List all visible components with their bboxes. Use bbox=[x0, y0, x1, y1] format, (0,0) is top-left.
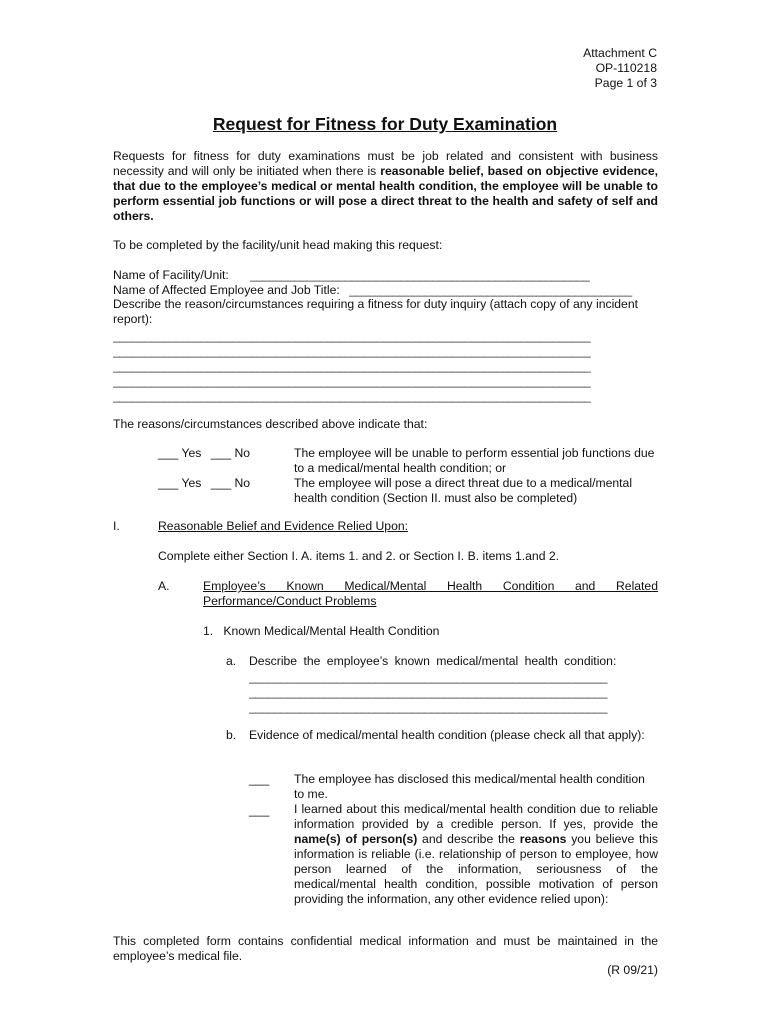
check1-text: The employee has disclosed this medical/mental health condition to me. bbox=[294, 772, 645, 801]
facility-label: Name of Facility/Unit: bbox=[113, 268, 229, 282]
describe-lines bbox=[113, 329, 658, 404]
document-header bbox=[583, 46, 657, 91]
check1-blank[interactable]: ___ bbox=[249, 772, 270, 786]
check2-blank[interactable]: ___ bbox=[249, 803, 270, 817]
option1-no-checkbox[interactable]: ___ No bbox=[210, 446, 251, 460]
intro-paragraph bbox=[113, 149, 658, 224]
page-indicator: Page 1 of 3 bbox=[594, 76, 657, 90]
item-b-letter: b. bbox=[226, 728, 237, 742]
indicate-heading: The reasons/circumstances described above indicate that: bbox=[113, 417, 428, 431]
facility-input-line[interactable]: ______________________________________________________ bbox=[250, 268, 590, 282]
condition-input-line[interactable]: _________________________________________________________ bbox=[249, 700, 607, 714]
section1-heading: Reasonable Belief and Evidence Relied Upon: bbox=[158, 519, 409, 533]
option1-text: The employee will be unable to perform essential job functions due to a medical/mental health condition; or bbox=[294, 446, 655, 475]
option2-yes-checkbox[interactable]: ___ Yes bbox=[158, 476, 202, 490]
option2-text: The employee will pose a direct threat due to a medical/mental health condition (Section II. must also be completed) bbox=[294, 476, 633, 505]
item-a-letter: a. bbox=[226, 654, 237, 668]
item1-heading: 1. Known Medical/Mental Health Condition bbox=[203, 624, 440, 638]
employee-label: Name of Affected Employee and Job Title: bbox=[113, 283, 340, 297]
describe-input-line[interactable]: ____________________________________________________________________________ bbox=[113, 344, 591, 358]
describe-input-line[interactable]: ____________________________________________________________________________ bbox=[113, 359, 591, 373]
condition-input-line[interactable]: _________________________________________________________ bbox=[249, 670, 607, 684]
option1-yes-checkbox[interactable]: ___ Yes bbox=[158, 446, 202, 460]
attachment-label: Attachment C bbox=[583, 46, 657, 60]
option2-checks bbox=[158, 476, 250, 491]
check2-text-part: I learned about this medical/mental health condition due to reliable information provided by a credible person. If yes, provide the bbox=[294, 802, 658, 831]
check2-text-part: you believe this information is reliable (i.e. relationship of person to employee, how person learned of the information, seriousness of the medical/mental health condition, possible motivation of person providing the information, any other evidence relied upon): bbox=[294, 832, 658, 906]
subsection-a-heading: Employee’s Known Medical/Mental Health Condition and Related Performance/Conduct Problems bbox=[203, 579, 658, 608]
check2-text bbox=[294, 802, 658, 907]
completed-by-note: To be completed by the facility/unit head making this request: bbox=[113, 238, 443, 252]
check2-bold-names: name(s) of person(s) bbox=[294, 832, 418, 846]
document-number: OP-110218 bbox=[595, 61, 657, 75]
option2-no-checkbox[interactable]: ___ No bbox=[210, 476, 251, 490]
revision-code: (R 09/21) bbox=[607, 963, 658, 977]
intro-text: Requests for fitness for duty examinations must be job related and consistent with business necessity and will only be initiated when there is bbox=[113, 149, 658, 178]
section1-numeral: I. bbox=[113, 519, 120, 533]
check2-bold-reasons: reasons bbox=[519, 832, 567, 846]
confidential-notice: This completed form contains confidential medical information and must be maintained in the employee’s medical file. bbox=[113, 934, 658, 963]
condition-input-line[interactable]: _________________________________________________________ bbox=[249, 685, 607, 699]
employee-field bbox=[113, 283, 673, 298]
subsection-a-letter: A. bbox=[158, 579, 170, 593]
describe-input-line[interactable]: ____________________________________________________________________________ bbox=[113, 389, 591, 403]
describe-input-line[interactable]: ____________________________________________________________________________ bbox=[113, 374, 591, 388]
describe-input-line[interactable]: ____________________________________________________________________________ bbox=[113, 329, 591, 343]
option1-checks bbox=[158, 446, 250, 461]
describe-label: Describe the reason/circumstances requiring a fitness for duty inquiry (attach copy of any incident report): bbox=[113, 297, 638, 326]
item-a-text: Describe the employee’s known medical/mental health condition: bbox=[249, 654, 617, 668]
page-title: Request for Fitness for Duty Examination bbox=[212, 114, 558, 134]
facility-field bbox=[113, 268, 673, 283]
section1-instruction: Complete either Section I. A. items 1. and 2. or Section I. B. items 1.and 2. bbox=[158, 549, 560, 563]
intro-bold-text: reasonable belief, based on objective evidence, that due to the employee’s medical or mental health condition, the employee will be unable to perform essential job functions or will pose a direct threat to the health and safety of self and others. bbox=[113, 164, 658, 223]
check2-text-part: and describe the bbox=[417, 832, 520, 846]
item-a-lines bbox=[249, 670, 658, 715]
employee-input-line[interactable]: _____________________________________________ bbox=[349, 283, 632, 297]
item-b-text: Evidence of medical/mental health condition (please check all that apply): bbox=[249, 728, 645, 742]
